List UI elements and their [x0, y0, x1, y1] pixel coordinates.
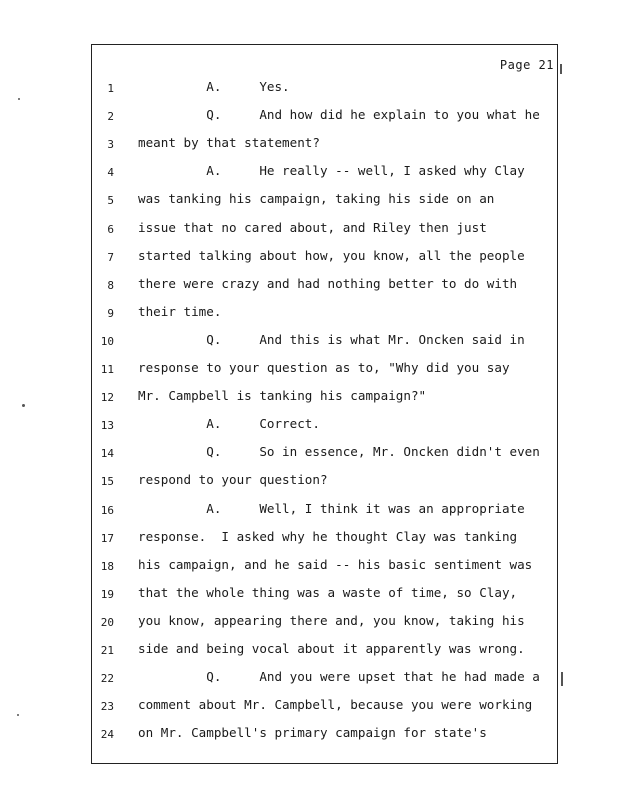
line-text: you know, appearing there and, you know, taking his — [138, 612, 525, 628]
scan-speck — [560, 64, 562, 74]
transcript-line — [0, 190, 618, 210]
scan-speck — [18, 98, 20, 100]
line-number: 17 — [100, 531, 114, 545]
transcript-line — [0, 134, 618, 154]
line-text: A. Correct. — [138, 416, 320, 432]
transcript-line — [0, 724, 618, 744]
line-text: started talking about how, you know, all the people — [138, 247, 525, 263]
transcript-line — [0, 556, 618, 576]
line-text: respond to your question? — [138, 472, 328, 488]
line-text: Mr. Campbell is tanking his campaign?" — [138, 388, 427, 404]
line-text: Q. And this is what Mr. Oncken said in — [138, 331, 525, 347]
transcript-line — [0, 275, 618, 295]
transcript-line — [0, 303, 618, 323]
line-text: A. Yes. — [138, 79, 290, 94]
line-text: A. He really -- well, I asked why Clay — [138, 163, 525, 179]
transcript-line — [0, 415, 618, 435]
line-number: 19 — [100, 587, 114, 601]
transcript-line — [0, 584, 618, 604]
line-number: 12 — [100, 391, 114, 405]
line-number: 4 — [107, 166, 114, 180]
line-number: 18 — [100, 559, 114, 573]
scan-speck — [17, 714, 19, 716]
line-number: 14 — [100, 447, 114, 461]
line-number: 15 — [100, 475, 114, 489]
line-text: response. I asked why he thought Clay was tanking — [138, 528, 518, 544]
line-text: issue that no cared about, and Riley then just — [138, 219, 487, 235]
line-number: 9 — [107, 306, 114, 320]
line-text: comment about Mr. Campbell, because you were working — [138, 697, 533, 713]
transcript-line — [0, 528, 618, 548]
line-text: there were crazy and had nothing better to do with — [138, 275, 518, 291]
line-number: 7 — [107, 250, 114, 264]
line-text: response to your question as to, "Why did you say — [138, 360, 510, 375]
transcript-line — [0, 359, 618, 379]
line-number: 20 — [100, 615, 114, 629]
scan-speck — [22, 404, 25, 407]
transcript-line — [0, 696, 618, 716]
line-text: side and being vocal about it apparently was wrong. — [138, 641, 525, 656]
line-number: 6 — [107, 222, 114, 236]
transcript-line — [0, 331, 618, 351]
line-number: 24 — [100, 728, 114, 742]
line-text: Q. And you were upset that he had made a — [138, 669, 540, 685]
page-number: Page 21 — [499, 58, 554, 72]
transcript-line — [0, 668, 618, 688]
line-text: was tanking his campaign, taking his side on an — [138, 191, 495, 207]
line-text: their time. — [138, 303, 222, 319]
line-text: Q. So in essence, Mr. Oncken didn't even — [138, 444, 540, 460]
transcript-line — [0, 443, 618, 463]
transcript-line — [0, 162, 618, 182]
line-text: that the whole thing was a waste of time, so Clay, — [138, 584, 518, 600]
line-number: 1 — [107, 82, 114, 95]
line-text: his campaign, and he said -- his basic sentiment was — [138, 556, 533, 572]
line-number: 10 — [100, 334, 114, 348]
transcript-line — [0, 612, 618, 632]
transcript-line — [0, 247, 618, 267]
line-number: 13 — [100, 419, 114, 433]
line-number: 2 — [107, 110, 114, 124]
line-number: 8 — [107, 278, 114, 292]
line-number: 16 — [100, 503, 114, 517]
transcript-line — [0, 640, 618, 660]
transcript-line — [0, 387, 618, 407]
line-text: meant by that statement? — [138, 135, 320, 151]
line-number: 3 — [107, 138, 114, 152]
transcript-line — [0, 219, 618, 239]
line-text: Q. And how did he explain to you what he — [138, 107, 540, 123]
line-number: 21 — [100, 644, 114, 657]
transcript-line — [0, 471, 618, 491]
line-number: 22 — [100, 672, 114, 686]
transcript-line — [0, 106, 618, 126]
scan-speck — [561, 672, 563, 686]
transcript-line — [0, 78, 618, 98]
line-text: on Mr. Campbell's primary campaign for state's — [138, 725, 487, 741]
line-number: 23 — [100, 700, 114, 714]
line-number: 11 — [100, 363, 114, 376]
line-number: 5 — [107, 194, 114, 208]
transcript-line — [0, 500, 618, 520]
line-text: A. Well, I think it was an appropriate — [138, 500, 525, 516]
